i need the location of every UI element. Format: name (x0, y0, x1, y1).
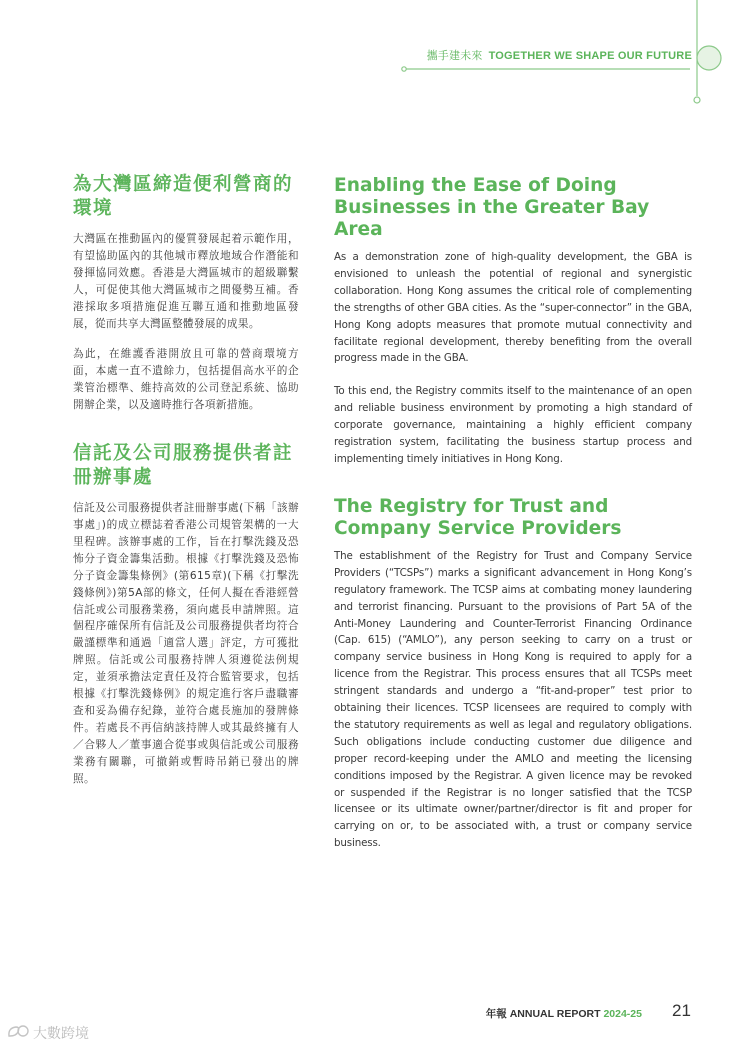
watermark-logo-icon (6, 1024, 30, 1044)
section-heading-zh-tcsp: 信託及公司服務提供者註冊辦事處 (73, 443, 294, 489)
paragraph-zh: 大灣區在推動區內的優質發展起着示範作用，有望協助區內的其他城市釋放地域合作潛能和發揮協同效應。香港是大灣區城市的超級聯繫人，可促使其他大灣區城市之間優勢互補。香港採取多項措施促進互聯互通和推動地區發展，從而共享大灣區整體發展的成果。 (73, 233, 299, 330)
page-number: 21 (672, 1001, 691, 1020)
footer-report-title (486, 1006, 642, 1021)
section-heading-zh-gba: 為大灣區締造便利營商的環境 (73, 174, 294, 219)
header-slogan (427, 47, 692, 63)
paragraph-zh: 信託及公司服務提供者註冊辦事處(下稱「該辦事處」)的成立標誌着香港公司規管架構的一大里程碑。該辦事處的工作，旨在打擊洗錢及恐怖分子資金籌集活動。根據《打擊洗錢及恐怖分子資金籌集條例》(第615章)(下稱《打擊洗錢條例》)第5A部的條文，任何人擬在香港經營信託或公司服務業務，須向處長申請牌照。這個程序確保所有信託及公司服務提供者均符合嚴謹標準和通過「適當人選」評定，方可獲批牌照。信託或公司服務持牌人須遵從法例規定，並須承擔法定責任及符合監管要求，包括根據《打擊洗錢條例》的規定進行客戶盡職審查和妥為備存紀錄，並符合處長施加的發牌條件。若處長不再信納該持牌人或其最終擁有人／合夥人／董事適合從事或與信託或公司服務業務有關聯，可撤銷或暫時吊銷已發出的牌照。 (73, 502, 299, 785)
footer-report-en: ANNUAL REPORT (509, 1008, 601, 1020)
paragraph-en: As a demonstration zone of high-quality development, the GBA is envisioned to unleash the potential of regional and synergistic collaboration. Hong Kong assumes the critical role of complementing the strengths of other GBA cities. As the “super-connector” in the GBA, Hong Kong adopts measures that promote mutual connectivity and facilitate regional development, thereby benefiting from the overall progress made in the GBA. (334, 251, 692, 365)
slogan-zh: 攜手建未來 (426, 50, 483, 62)
slogan-en: TOGETHER WE SHAPE OUR FUTURE (488, 50, 692, 62)
paragraph-en: To this end, the Registry commits itself to the maintenance of an open and reliable business environment by promoting a high standard of corporate governance, maintaining a highly efficient company registration system, facilitating the business startup process and implementing timely initiatives in Hong Kong. (334, 385, 692, 465)
footer-year: 2024-25 (603, 1008, 642, 1020)
paragraph-en: The establishment of the Registry for Trust and Company Service Providers (“TCSPs”) marks a significant advancement in Hong Kong’s regulatory framework. The TCSP aims at combating money laundering and terrorist financing. Pursuant to the provisions of Part 5A of the Anti-Money Laundering and Counter-Terrorist Financing Ordinance (Cap. 615) (“AMLO”), any person seeking to carry on a trust or company service business in Hong Kong is required to apply for a licence from the Registrar. This process ensures that all TCSPs meet stringent standards and undergo a “fit-and-proper” test prior to obtaining their licences. TCSP licensees are required to comply with the statutory requirements as well as legal and regulatory obligations. Such obligations include conducting customer due diligence and proper record-keeping under the AMLO and meeting the licensing conditions imposed by the Registrar. A given licence may be revoked or suspended if the Registrar is no longer satisfied that the TCSP licensee or its ultimate owner/partner/director is fit and proper for carrying on or, to be associated with, a trust or company service business. (334, 549, 692, 850)
paragraph-zh: 為此，在維護香港開放且可靠的營商環境方面，本處一直不遺餘力，包括提倡高水平的企業管治標準、維持高效的公司登記系統、協助開辦企業，以及適時推行各項新措施。 (73, 348, 299, 412)
footer-report-zh: 年報 (485, 1008, 507, 1020)
watermark (6, 1023, 89, 1044)
english-column (334, 175, 692, 868)
section-heading-en-tcsp: The Registry for Trust and Company Service Providers (334, 495, 622, 539)
section-heading-en-gba: Enabling the Ease of Doing Businesses in the Greater Bay Area (334, 175, 650, 240)
header-decoration (0, 0, 744, 130)
chinese-column (73, 173, 299, 801)
watermark-text: 大數跨境 (33, 1026, 89, 1042)
